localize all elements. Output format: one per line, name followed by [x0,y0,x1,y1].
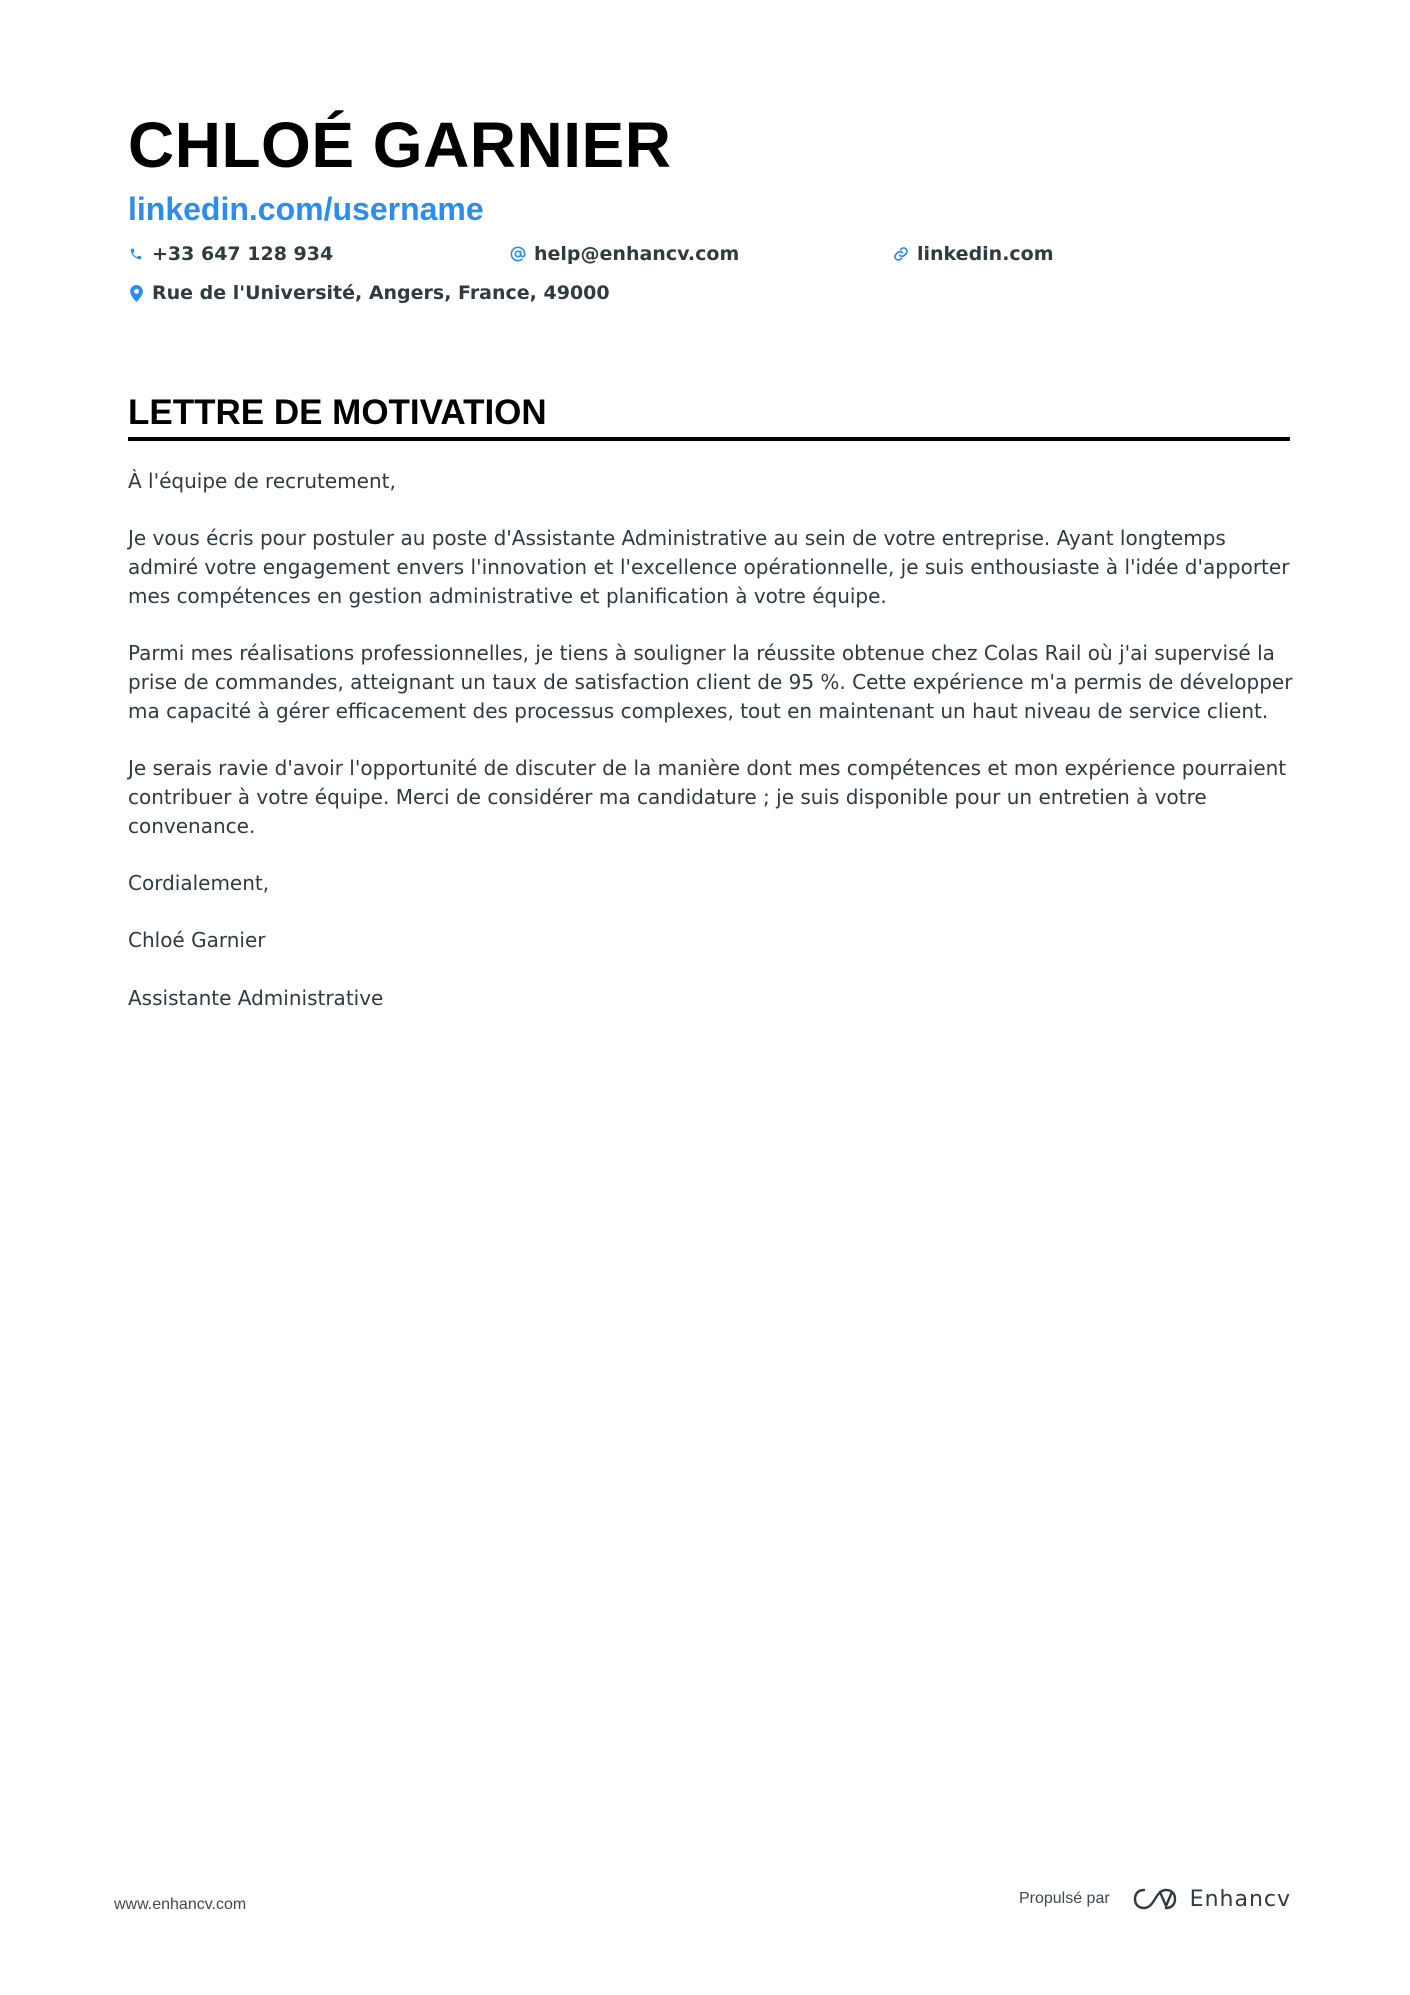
brand-name: Enhancv [1189,1886,1291,1912]
contact-email[interactable] [510,243,739,265]
contact-phone[interactable] [128,243,333,265]
link-icon [893,245,909,263]
contact-link[interactable] [893,243,1054,265]
letter-paragraph: Parmi mes réalisations professionnelles, je tiens à souligner la réussite obtenue chez Colas Rail où j'ai supervisé la prise de commandes, atteignant un taux de satisfaction client de 95 %. Cette expérience m'a permis de développer ma capacité à gérer efficacement des processus complexes, tout en maintenant un haut niveau de service client. [128,641,1293,723]
location-pin-icon [128,284,144,302]
profile-subtitle[interactable]: linkedin.com/username [128,191,484,227]
contact-phone-text: +33 647 128 934 [152,243,334,265]
footer-brand[interactable] [1019,1886,1291,1912]
letter-body [128,467,1293,1041]
contact-email-text: help@enhancv.com [534,243,740,265]
letter-closing: Cordialement, [128,870,270,895]
footer-url[interactable]: www.enhancv.com [114,1896,247,1913]
contact-link-text: linkedin.com [917,243,1054,265]
powered-by-label: Propulsé par [1018,1890,1110,1907]
candidate-name: CHLOÉ GARNIER [128,109,672,181]
phone-icon [128,245,144,263]
contact-location [128,282,610,304]
section-divider [128,437,1290,441]
enhancv-logo-icon [1132,1886,1178,1912]
letter-greeting: À l'équipe de recrutement, [128,469,396,493]
letter-paragraph: Je serais ravie d'avoir l'opportunité de discuter de la manière dont mes compétences et mon expérience pourraient contribuer à votre équipe. Merci de considérer ma candidature ; je suis disponible pour un entretien à votre convenance. [128,756,1287,838]
signature-name: Chloé Garnier [128,928,266,953]
section-title: LETTRE DE MOTIVATION [128,393,547,432]
at-icon [510,245,526,263]
letter-paragraph: Je vous écris pour postuler au poste d'Assistante Administrative au sein de votre entreprise. Ayant longtemps admiré votre engagement envers l'innovation et l'excellence opérationnelle, je suis enthousiaste à l'idée d'apporter mes compétences en gestion administrative et planification à votre équipe. [128,526,1290,608]
signature-title: Assistante Administrative [128,985,384,1010]
contact-location-text: Rue de l'Université, Angers, France, 49000 [152,282,610,304]
